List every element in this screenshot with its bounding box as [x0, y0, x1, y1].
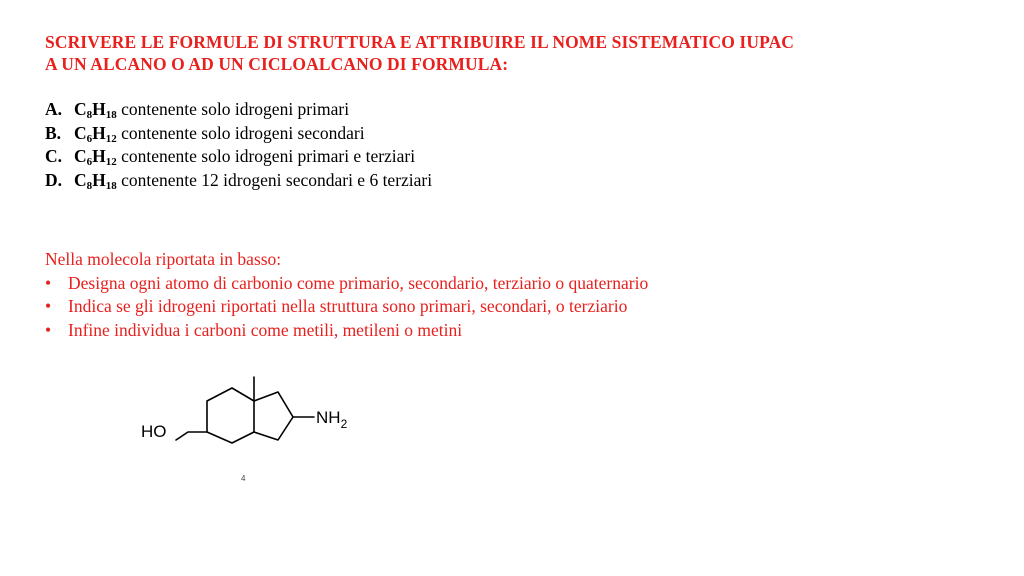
question-text: contenente solo idrogeni primari: [116, 99, 350, 119]
instruction-item: [45, 295, 945, 319]
molecular-formula: $C_8H_{18}$: [74, 169, 117, 192]
bullet-icon: •: [45, 319, 52, 340]
title-line-2: A UN ALCANO O AD UN CICLOALCANO DI FORMULA:: [45, 54, 509, 74]
amine-label: $NH_2$: [316, 408, 348, 431]
title-line-1: SCRIVERE LE FORMULE DI STRUTTURA E ATTRIBUIRE IL NOME SISTEMATICO IUPAC: [45, 32, 795, 52]
question-item: [45, 145, 945, 169]
page-number: 4: [241, 474, 246, 483]
instruction-text: Indica se gli idrogeni riportati nella struttura sono primari, secondari, o terziario: [68, 296, 628, 316]
question-letter: B.: [45, 122, 62, 143]
question-letter: C.: [45, 146, 63, 166]
instruction-item: [45, 319, 945, 343]
instructions-intro: Nella molecola riportata in basso:: [45, 249, 282, 269]
molecular-formula: $C_6H_{12}$: [74, 146, 117, 168]
molecular-formula: $C_6H_{12}$: [74, 122, 117, 145]
question-text: contenente 12 idrogeni secondari e 6 terziari: [116, 169, 433, 190]
question-letter: D.: [45, 169, 63, 190]
instruction-item: [45, 272, 945, 296]
question-text: contenente solo idrogeni primari e terziari: [116, 146, 416, 166]
question-item: [45, 169, 945, 193]
cyclopentane-ring: [254, 392, 293, 440]
question-item: [45, 122, 945, 146]
cyclohexane-ring: [207, 388, 254, 443]
question-text: contenente solo idrogeni secondari: [116, 122, 365, 143]
molecular-formula: $C_8H_{18}$: [74, 99, 117, 121]
bullet-icon: •: [45, 296, 52, 316]
hydroxymethyl-bond: [176, 432, 207, 440]
question-letter: A.: [45, 99, 63, 119]
instruction-text: Infine individua i carboni come metili, metileni o metini: [68, 319, 463, 340]
question-item: [45, 98, 945, 122]
question-list: [45, 98, 945, 192]
slide-title: [45, 31, 985, 75]
molecule-structure-diagram: [130, 368, 370, 458]
hydroxyl-label: HO: [141, 422, 167, 441]
instruction-text: Designa ogni atomo di carbonio come primario, secondario, terziario o quaternario: [68, 272, 649, 293]
bullet-icon: •: [45, 272, 52, 293]
instructions-block: [45, 248, 945, 342]
